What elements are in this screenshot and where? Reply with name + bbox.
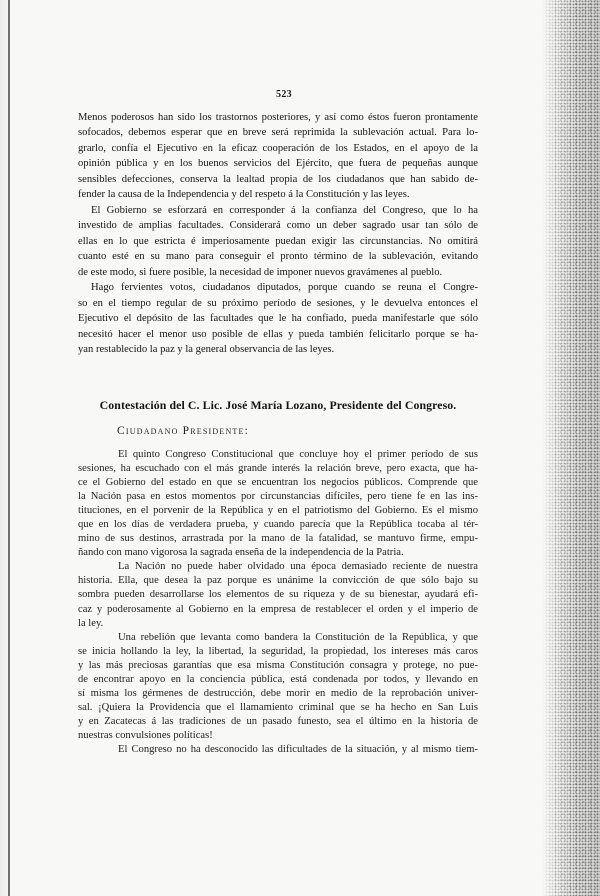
page-edge-line: [8, 0, 10, 896]
text-line: ellas en lo que estricta é imperiosamente puedan exigir las circunstancias. No omitirá: [78, 235, 478, 247]
text-line: El quinto Congreso Constitucional que concluye hoy el primer período de sus: [118, 449, 478, 460]
text-line: de encontrar apoyo en la conciencia pública, está condenada por todos, y llevando en: [78, 673, 478, 685]
text-line: grarlo, confía el Ejecutivo en la eficaz cooperación de los Estados, en el apoyo de la: [78, 142, 478, 154]
text-line: mino de sus destinos, arrastrada por la mano de la fatalidad, se mantuvo firme, empu-: [78, 533, 478, 545]
text-line: se inicia hollando la ley, la libertad, la seguridad, la propiedad, los intereses más caros: [78, 645, 478, 657]
text-line: El Gobierno se esforzará en corresponder á la confianza del Congreso, que lo ha: [91, 204, 478, 216]
report-text: [78, 110, 478, 358]
text-line: Ejecutivo el depósito de las facultades que le ha confiado, pueda manifestarle que sólo: [78, 313, 478, 325]
scan-noise-edge: [542, 0, 600, 896]
text-line: opinión pública y en los buenos servicios del Ejército, que fuera de pequeñas aunque: [78, 158, 478, 170]
text-line: so en el tiempo regular de su próximo período de sesiones, y le devuelva entonces el: [78, 297, 478, 309]
section-heading: Contestación del C. Lic. José María Lozano, Presidente del Congreso.: [99, 398, 457, 412]
text-line: tituciones, en el porvenir de la República y en el patriotismo del Gobierno. Es el mismo: [78, 505, 478, 517]
paragraph: [78, 743, 478, 757]
reply-text: [78, 448, 478, 757]
text-line: sofocados, debemos esperar que en breve será reprimida la sublevación actual. Para lo-: [78, 127, 478, 139]
text-line: que en los días de verdadera prueba, y cuando parecía que la República tocaba al tér-: [78, 519, 478, 531]
text-line: sensibles defecciones, conserva la lealtad propia de los ciudadanos que han sabido de-: [78, 173, 478, 185]
text-line: Una rebelión que levanta como bandera la Constitución de la República, y que: [118, 631, 478, 643]
page-edge-shadow: [0, 0, 8, 896]
text-line: y las más preciosas garantías que esa misma Constitución consagra y protege, no pue-: [78, 659, 478, 671]
page-number: 523: [276, 89, 292, 100]
text-line: sesiones, ha escuchado con el más grande interés la relación breve, pero exacta, que ha-: [78, 463, 478, 475]
paragraph: [78, 631, 478, 743]
text-line: sí misma los gérmenes de destrucción, debe morir en medio de la reprobación univer-: [78, 687, 478, 699]
text-line: sombra pueden desarrollarse los elementos de su riqueza y de su bienestar, ayudará efi-: [78, 589, 478, 601]
text-line: y en Zacatecas á las tradiciones de un pasado funesto, sea el último en la historia de: [78, 715, 478, 727]
paragraph: [78, 110, 478, 203]
paragraph: [78, 203, 478, 280]
text-line: ce el Gobierno del estado en que se encuentran los negocios públicos. Comprende que: [78, 477, 478, 489]
paragraph: [78, 448, 478, 560]
text-line: yan restablecido la paz y la general observancia de las leyes.: [78, 344, 335, 356]
text-line: historia. Ella, que desea la paz porque es unánime la convicción de que sólo bajo su: [78, 575, 478, 587]
text-line: investido de amplias facultades. Considerará como un deber sagrado usar tan sólo de: [78, 220, 478, 232]
text-line: nuestras convulsiones políticas!: [78, 729, 213, 741]
text-line: Hago fervientes votos, ciudadanos diputados, porque cuando se reuna el Congre-: [91, 282, 478, 294]
text-line: La Nación no puede haber olvidado una época demasiado reciente de nuestra: [118, 561, 478, 573]
text-line: El Congreso no ha desconocido las dificultades de la situación, y al mismo tiem-: [118, 743, 478, 755]
text-line: necesitó hacer el menor uso posible de ellas y pueda también felicitarlo porque se ha-: [78, 328, 478, 340]
text-line: cuanto esté en su mano para conseguir el pronto término de la sublevación, evitando: [78, 251, 478, 263]
text-line: sal. ¡Quiera la Providencia que el llamamiento criminal que se ha hecho en San Luis: [78, 701, 478, 713]
text-line: la ley.: [78, 617, 104, 629]
text-line: la Nación pasa en estos momentos por circunstancias difíciles, pero tiene fe en las ins-: [78, 491, 478, 503]
text-line: caz y poderosamente al Gobierno en la empresa de restablecer el orden y el imperio de: [78, 603, 478, 615]
paragraph: [78, 280, 478, 357]
text-line: fender la causa de la Independencia y del respeto á la Constitución y las leyes.: [78, 189, 410, 201]
salutation: Ciudadano Presidente:: [117, 425, 249, 437]
text-line: Menos poderosos han sido los trastornos posteriores, y así como éstos fueron prontamente: [78, 112, 478, 123]
paragraph: [78, 560, 478, 630]
text-line: de este modo, si fuere posible, la necesidad de imponer nuevos gravámenes al pueblo.: [78, 266, 443, 278]
text-line: ñando con mano vigorosa la sagrada enseña de la independencia de la Patria.: [78, 547, 404, 559]
